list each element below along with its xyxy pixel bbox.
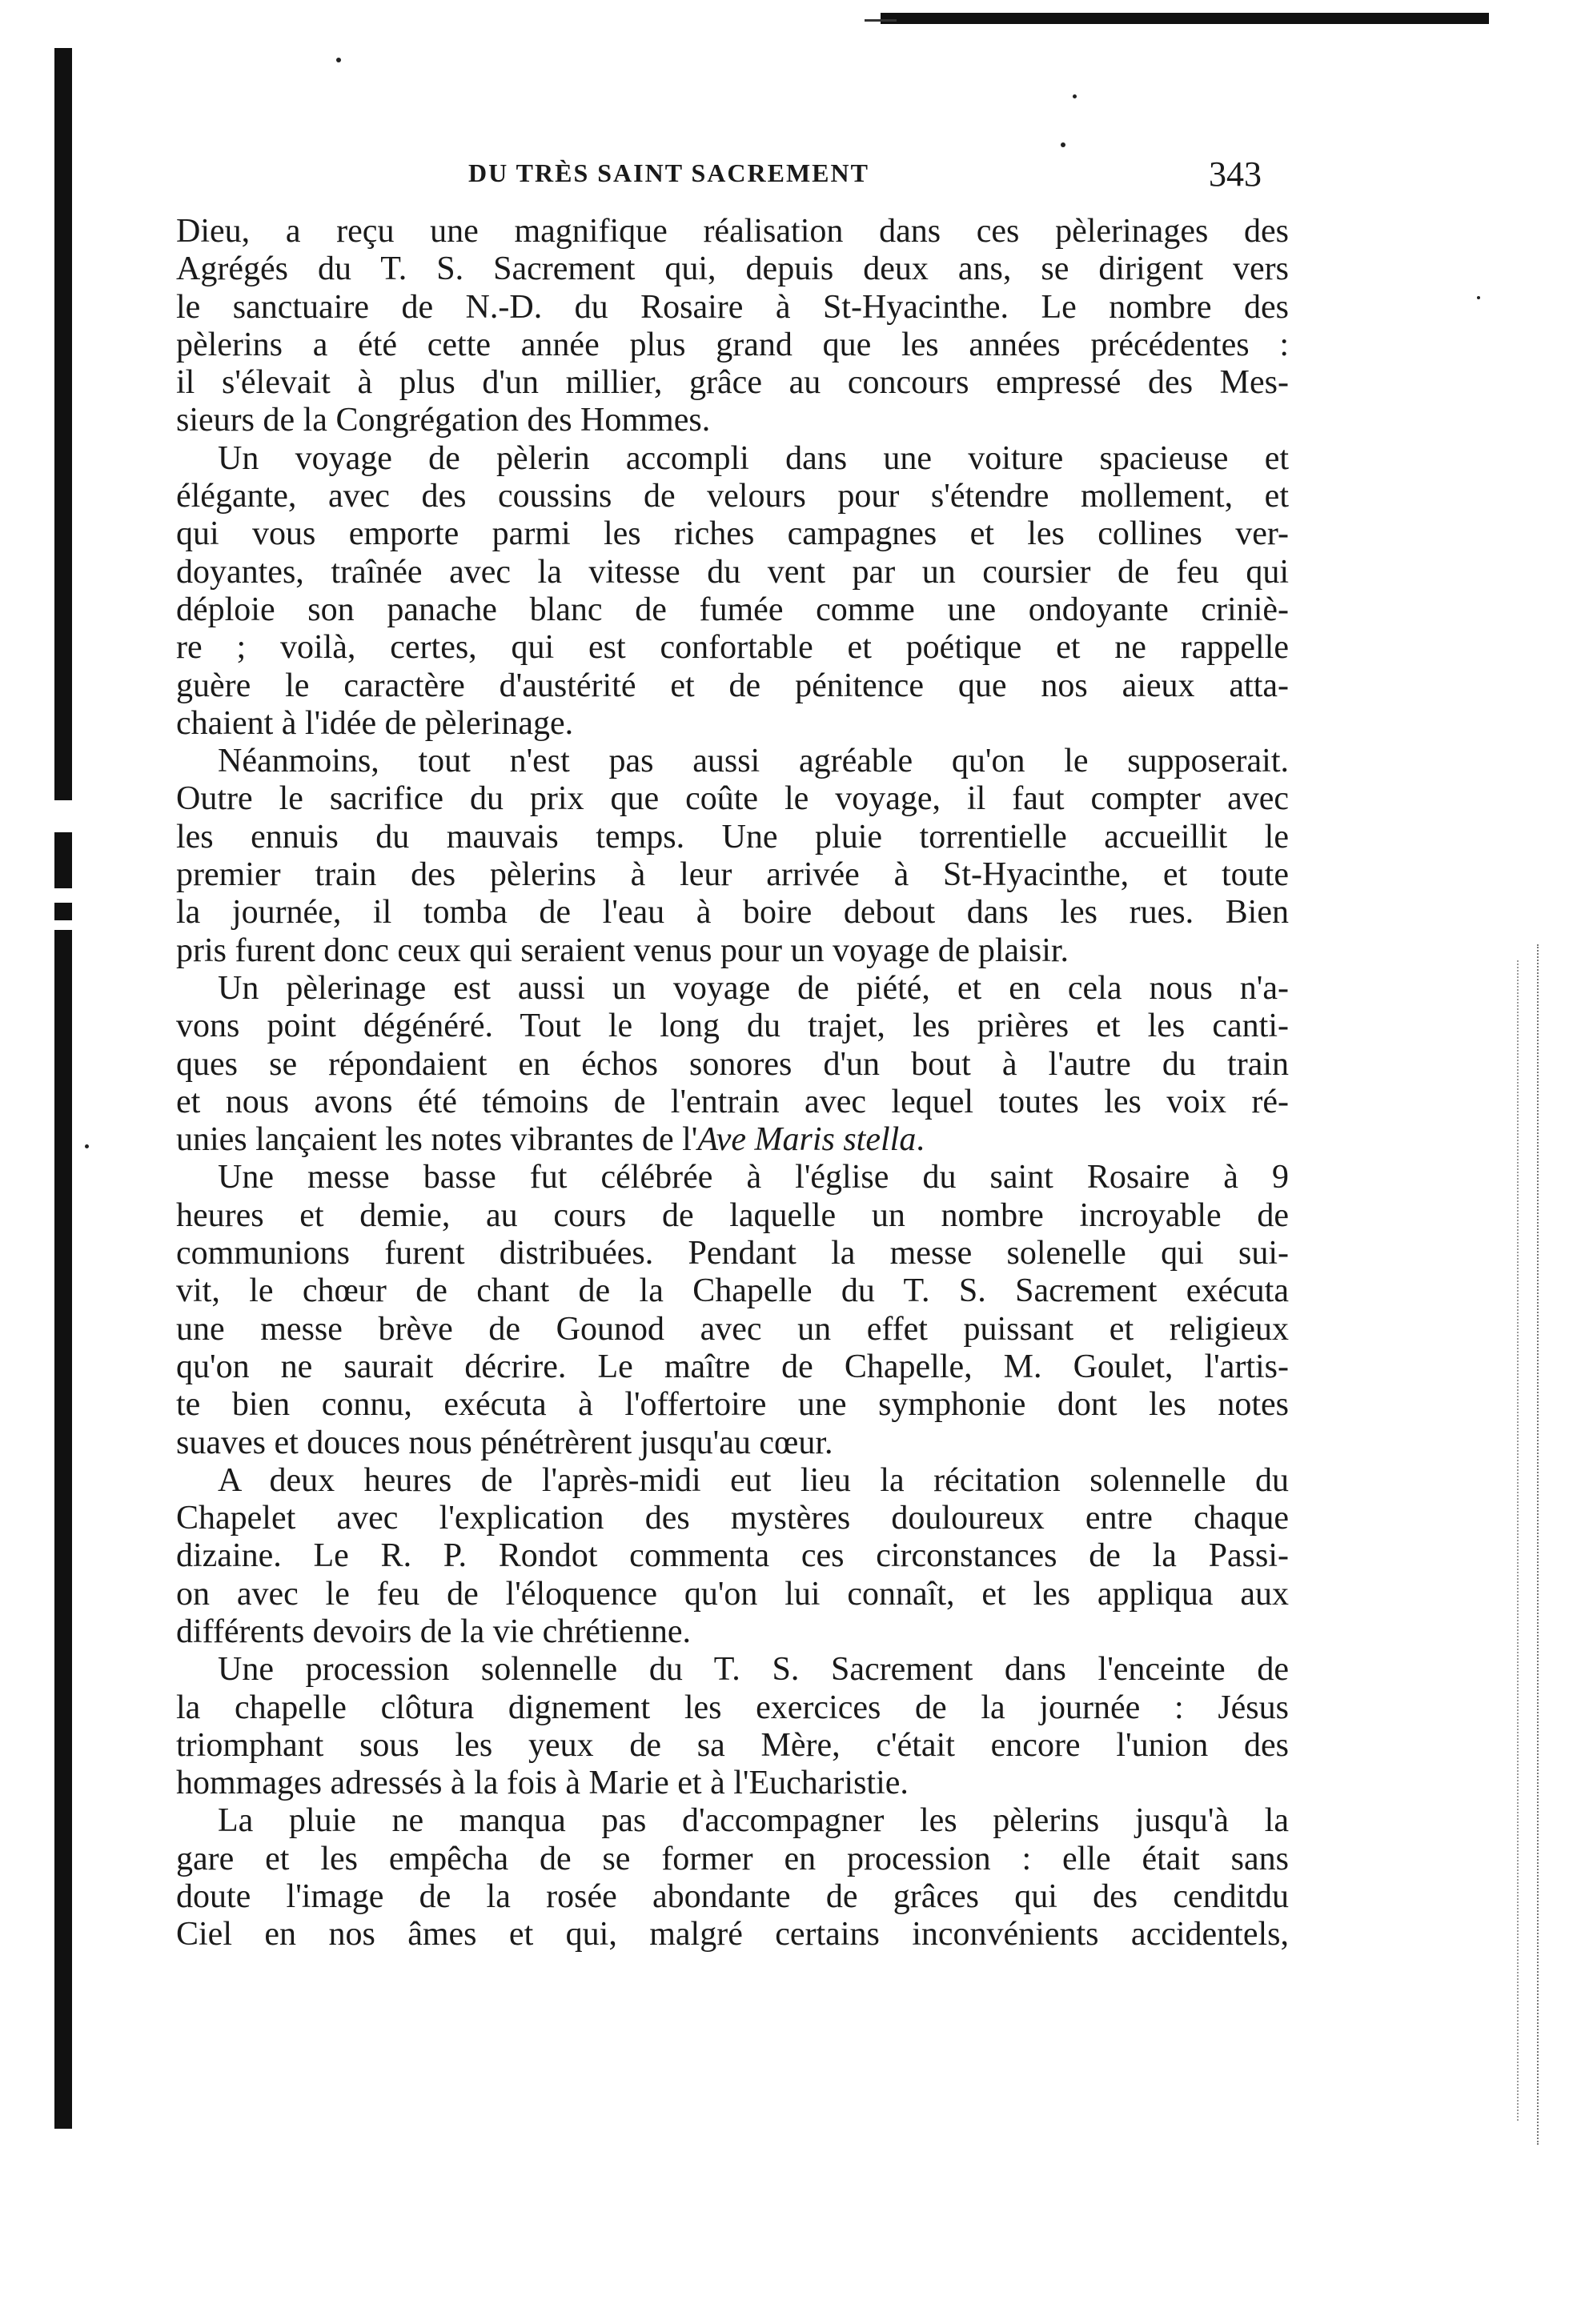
text-line: gare et les empêcha de se former en procession : elle était sans <box>176 1840 1289 1877</box>
text-line: triomphant sous les yeux de sa Mère, c'était encore l'union des <box>176 1726 1289 1764</box>
body-text <box>176 213 1289 1954</box>
text-line: chaient à l'idée de pèlerinage. <box>176 704 574 742</box>
text-line: vit, le chœur de chant de la Chapelle du T. S. Sacrement exécuta <box>176 1272 1289 1310</box>
text-line: A deux heures de l'après-midi eut lieu la récitation solennelle du <box>218 1461 1289 1499</box>
text-line: La pluie ne manqua pas d'accompagner les pèlerins jusqu'à la <box>218 1802 1289 1840</box>
scan-left-edge-gap <box>51 920 75 930</box>
text-line: les ennuis du mauvais temps. Une pluie torrentielle accueillit le <box>176 818 1289 855</box>
text-line: ques se répondaient en échos sonores d'un bout à l'autre du train <box>176 1045 1289 1083</box>
text-line: guère le caractère d'austérité et de pénitence que nos aieux atta- <box>176 667 1289 704</box>
text-line: sieurs de la Congrégation des Hommes. <box>176 402 711 439</box>
scan-top-rule-thin <box>865 19 897 22</box>
text-line: il s'élevait à plus d'un millier, grâce au concours empressé des Mes- <box>176 364 1289 402</box>
scan-speck <box>1477 296 1480 299</box>
text-line: Chapelet avec l'explication des mystères douloureux entre chaque <box>176 1500 1289 1537</box>
text-line: hommages adressés à la fois à Marie et à l'Eucharistie. <box>176 1765 909 1802</box>
text-line: le sanctuaire de N.-D. du Rosaire à St-Hyacinthe. Le nombre des <box>176 288 1289 326</box>
text-line: on avec le feu de l'éloquence qu'on lui connaît, et les appliqua aux <box>176 1575 1289 1613</box>
text-line: et nous avons été témoins de l'entrain avec lequel toutes les voix ré- <box>176 1083 1289 1120</box>
text-line: Ciel en nos âmes et qui, malgré certains inconvénients accidentels, <box>176 1916 1289 1953</box>
text-line <box>176 1121 1289 1159</box>
text-line: déploie son panache blanc de fumée comme une ondoyante criniè- <box>176 591 1289 628</box>
text-line: te bien connu, exécuta à l'offertoire une symphonie dont les notes <box>176 1386 1289 1424</box>
text-run: . <box>916 1121 925 1159</box>
text-line: Un pèlerinage est aussi un voyage de piété, et en cela nous n'a- <box>218 969 1289 1007</box>
text-line: Néanmoins, tout n'est pas aussi agréable qu'on le supposerait. <box>218 743 1289 780</box>
text-line: Une messe basse fut célébrée à l'église du saint Rosaire à 9 <box>218 1159 1289 1196</box>
text-line: Outre le sacrifice du prix que coûte le voyage, il faut compter avec <box>176 780 1289 818</box>
text-line: différents devoirs de la vie chrétienne. <box>176 1613 691 1650</box>
text-line: pèlerins a été cette année plus grand que les années précédentes : <box>176 326 1289 363</box>
text-run: unies lançaient les notes vibrantes de l' <box>176 1121 698 1159</box>
text-line: élégante, avec des coussins de velours pour s'étendre mollement, et <box>176 478 1289 515</box>
text-line: re ; voilà, certes, qui est confortable et poétique et ne rappelle <box>176 629 1289 667</box>
text-line: Agrégés du T. S. Sacrement qui, depuis deux ans, se dirigent vers <box>176 250 1289 288</box>
text-line: doute l'image de la rosée abondante de grâces qui des cenditdu <box>176 1878 1289 1916</box>
text-line: Une procession solennelle du T. S. Sacrement dans l'enceinte de <box>218 1651 1289 1689</box>
text-line: dizaine. Le R. P. Rondot commenta ces circonstances de la Passi- <box>176 1537 1289 1575</box>
scan-speck <box>1061 142 1065 147</box>
text-run-italic: Ave Maris stella <box>697 1121 917 1159</box>
scan-speck <box>85 1144 89 1148</box>
text-line: Dieu, a reçu une magnifique réalisation dans ces pèlerinages des <box>176 213 1289 250</box>
scan-right-margin-noise <box>1517 960 1523 2121</box>
text-line: premier train des pèlerins à leur arrivée à St-Hyacinthe, et toute <box>176 856 1289 894</box>
text-line: pris furent donc ceux qui seraient venus pour un voyage de plaisir. <box>176 932 1069 969</box>
running-head: DU TRÈS SAINT SACREMENT <box>468 158 869 187</box>
text-line: qui vous emporte parmi les riches campagnes et les collines ver- <box>176 515 1289 553</box>
text-line: suaves et douces nous pénétrèrent jusqu'au cœur. <box>176 1424 833 1461</box>
text-line: une messe brève de Gounod avec un effet puissant et religieux <box>176 1310 1289 1348</box>
text-line: la journée, il tomba de l'eau à boire debout dans les rues. Bien <box>176 894 1289 932</box>
scan-left-edge-gap <box>51 800 75 832</box>
scan-right-margin-noise <box>1537 944 1563 2145</box>
text-line: qu'on ne saurait décrire. Le maître de Chapelle, M. Goulet, l'artis- <box>176 1348 1289 1385</box>
text-line: doyantes, traînée avec la vitesse du vent par un coursier de feu qui <box>176 553 1289 591</box>
text-line: la chapelle clôtura dignement les exercices de la journée : Jésus <box>176 1689 1289 1726</box>
text-line: communions furent distribuées. Pendant la messe solenelle qui sui- <box>176 1235 1289 1272</box>
scan-top-rule <box>881 13 1489 24</box>
text-line: vons point dégénéré. Tout le long du trajet, les prières et les canti- <box>176 1008 1289 1045</box>
scan-speck <box>336 58 341 62</box>
scan-left-edge-bar <box>54 48 72 2129</box>
scan-speck <box>1073 94 1077 98</box>
text-line: Un voyage de pèlerin accompli dans une voiture spacieuse et <box>218 439 1289 477</box>
text-line: heures et demie, au cours de laquelle un nombre incroyable de <box>176 1196 1289 1234</box>
page-number: 343 <box>1209 154 1262 194</box>
scan-left-edge-gap <box>51 888 75 903</box>
